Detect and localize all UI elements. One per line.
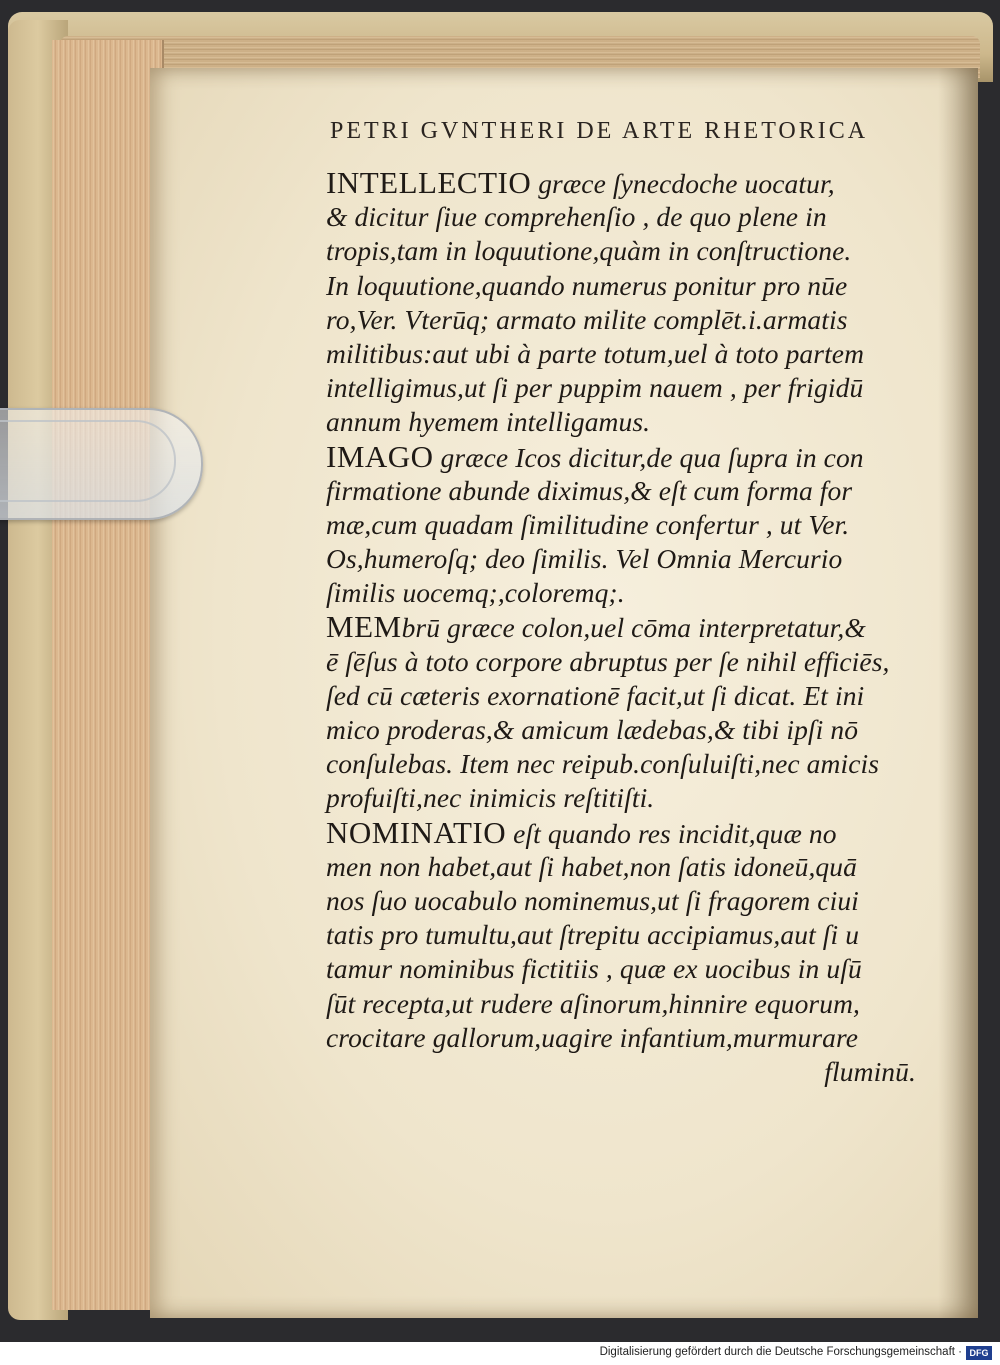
text-line bbox=[326, 440, 936, 474]
line-text: tatis pro tumultu,aut ſtrepitu accipiamus,aut ſi u bbox=[326, 919, 860, 951]
text-line bbox=[326, 850, 936, 884]
text-line bbox=[326, 610, 936, 644]
text-line bbox=[326, 474, 936, 508]
line-text: tropis,tam in loquutione,quàm in conſtructione. bbox=[326, 235, 852, 267]
text-line bbox=[326, 987, 936, 1021]
text-line bbox=[326, 713, 936, 747]
line-text: tamur nominibus fictitiis , quæ ex uocibus in uſū bbox=[326, 953, 862, 985]
page-gutter-shadow bbox=[938, 68, 978, 1318]
line-text: nos ſuo uocabulo nominemus,ut ſi fragorem ciui bbox=[326, 884, 859, 916]
line-text: mico proderas,& amicum lædebas,& tibi ipſi nō bbox=[326, 714, 859, 745]
line-text: mæ,cum quadam ſimilitudine confertur , ut Ver. bbox=[326, 508, 850, 540]
line-text: crocitare gallorum,uagire infantium,murmurare bbox=[326, 1021, 859, 1053]
line-text: fluminū. bbox=[824, 1055, 916, 1087]
text-line bbox=[326, 1021, 936, 1055]
text-line bbox=[326, 542, 936, 576]
section-initial-word: MEM bbox=[326, 609, 402, 645]
line-text: Os,humeroſq; deo ſimilis. Vel Omnia Mercurio bbox=[326, 543, 843, 575]
text-line bbox=[326, 166, 936, 200]
footer-credit: Digitalisierung gefördert durch die Deutsche Forschungsgemeinschaft · bbox=[599, 1346, 962, 1358]
text-line bbox=[326, 405, 936, 439]
text-line bbox=[326, 884, 936, 918]
line-text: firmatione abunde diximus,& eſt cum forma for bbox=[326, 474, 853, 506]
line-text: conſulebas. Item nec reipub.conſuluiſti,nec amicis bbox=[326, 748, 880, 780]
page-clip-inner bbox=[0, 420, 176, 502]
footer-bar bbox=[0, 1342, 1000, 1365]
text-line bbox=[326, 645, 936, 679]
text-line bbox=[326, 508, 936, 542]
text-line bbox=[326, 1055, 936, 1089]
text-line bbox=[326, 234, 936, 268]
line-text: ē ſēſus à toto corpore abruptus per ſe nihil efficiēs, bbox=[326, 645, 890, 677]
text-line bbox=[326, 576, 936, 610]
line-text: ſūt recepta,ut rudere aſinorum,hinnire equorum, bbox=[326, 987, 861, 1019]
line-text: ſimilis uocemq;,coloremq;. bbox=[326, 577, 625, 609]
text-line bbox=[326, 781, 936, 815]
dfg-logo-icon: DFG bbox=[966, 1346, 992, 1360]
line-text: græce Icos dicitur,de qua ſupra in con bbox=[433, 441, 864, 473]
section-initial-word: IMAGO bbox=[326, 438, 434, 474]
line-text: græce ſynecdoche uocatur, bbox=[531, 168, 835, 199]
section-initial-word: INTELLECTIO bbox=[326, 165, 532, 200]
text-line bbox=[326, 337, 936, 371]
text-line bbox=[326, 303, 936, 337]
text-line bbox=[326, 679, 936, 713]
text-line bbox=[326, 816, 936, 850]
line-text: ro,Ver. Vterūq; armato milite complēt.i.armatis bbox=[326, 303, 848, 335]
page-clip-holder bbox=[0, 408, 203, 520]
line-text: brū græce colon,uel cōma interpretatur,& bbox=[401, 612, 866, 644]
line-text: militibus:aut ubi à parte totum,uel à toto partem bbox=[326, 337, 865, 369]
line-text: ſed cū cæteris exornationē facit,ut ſi dicat. Et ini bbox=[326, 679, 865, 711]
line-text: men non habet,aut ſi habet,non ſatis idoneū,quā bbox=[326, 850, 857, 882]
line-text: eſt quando res incidit,quæ no bbox=[506, 817, 837, 849]
text-line bbox=[326, 747, 936, 781]
text-line bbox=[326, 200, 936, 234]
line-text: annum hyemem intelligamus. bbox=[326, 406, 651, 438]
text-line bbox=[326, 371, 936, 405]
line-text: intelligimus,ut ſi per puppim nauem , per frigidū bbox=[326, 372, 864, 404]
text-line bbox=[326, 952, 936, 986]
text-line bbox=[326, 269, 936, 303]
section-initial-word: NOMINATIO bbox=[326, 814, 507, 850]
text-block bbox=[326, 166, 936, 1089]
page-fore-edge bbox=[52, 40, 164, 1310]
text-line bbox=[326, 918, 936, 952]
line-text: In loquutione,quando numerus ponitur pro nūe bbox=[326, 269, 848, 301]
line-text: profuiſti,nec inimicis reſtitiſti. bbox=[326, 782, 655, 814]
running-head: PETRI GVNTHERI DE ARTE RHETORICA bbox=[330, 118, 869, 144]
line-text: & dicitur ſiue comprehenſio , de quo plene in bbox=[326, 201, 827, 233]
